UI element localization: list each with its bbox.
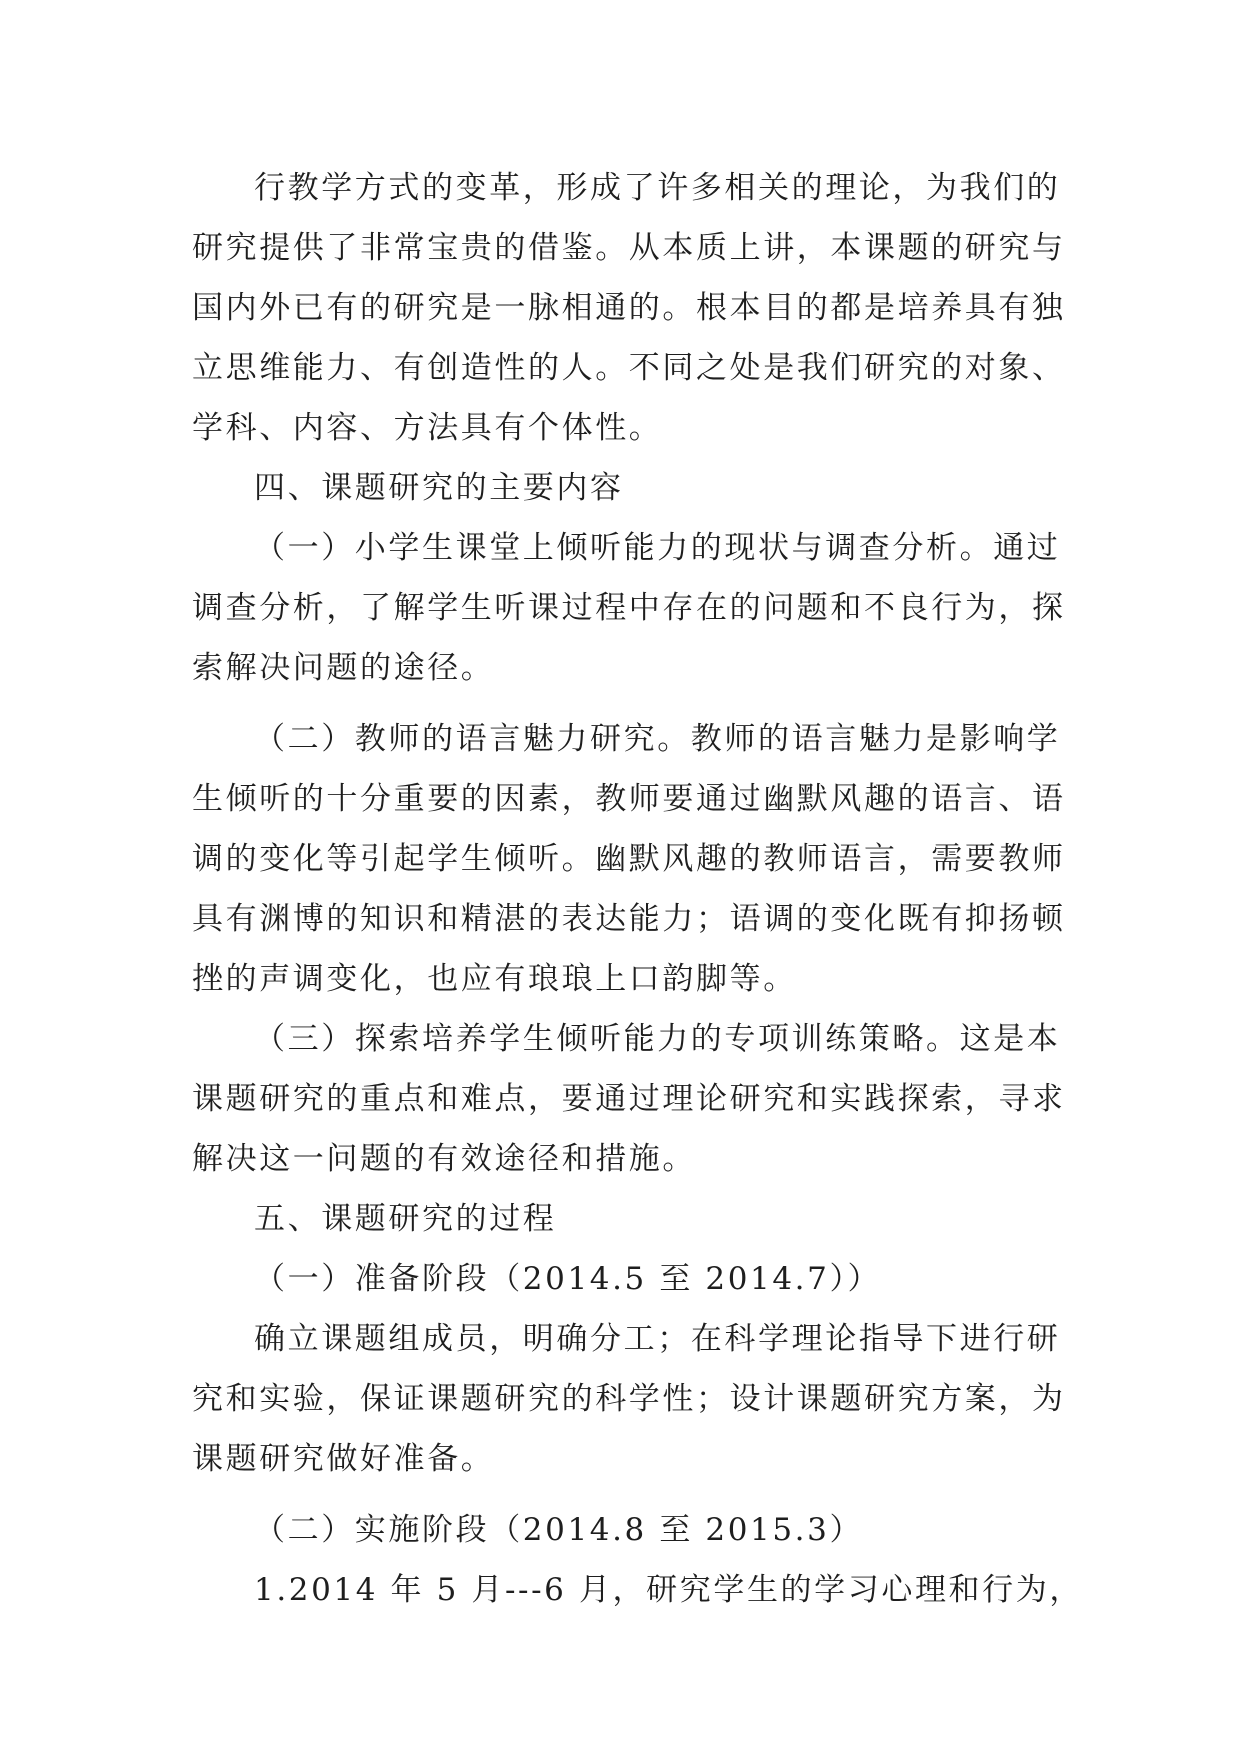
- section-heading: [192, 458, 1092, 518]
- text-line: 行教学方式的变革，形成了许多相关的理论，为我们的: [254, 170, 1061, 206]
- text-line: 课题研究做好准备。: [192, 1441, 495, 1477]
- text-line: 具有渊博的知识和精湛的表达能力；语调的变化既有抑扬顿: [192, 901, 1066, 937]
- paragraph: [192, 1009, 1092, 1189]
- text-line: （二）教师的语言魅力研究。教师的语言魅力是影响学: [254, 721, 1061, 757]
- text-line: 生倾听的十分重要的因素，教师要通过幽默风趣的语言、语: [192, 781, 1066, 817]
- heading-text: 四、课题研究的主要内容: [254, 470, 624, 506]
- text-line: 解决这一问题的有效途径和措施。: [192, 1141, 696, 1177]
- paragraph: [192, 1309, 1092, 1489]
- paragraph: [192, 1560, 1092, 1620]
- text-line: （一）小学生课堂上倾听能力的现状与调查分析。通过: [254, 530, 1061, 566]
- paragraph: [192, 158, 1092, 458]
- text-line: 调的变化等引起学生倾听。幽默风趣的教师语言，需要教师: [192, 841, 1066, 877]
- subsection-heading: [192, 1500, 1092, 1560]
- text-line: 国内外已有的研究是一脉相通的。根本目的都是培养具有独: [192, 290, 1066, 326]
- text-line: 索解决问题的途径。: [192, 650, 495, 686]
- heading-text: （一）准备阶段（2014.5 至 2014.7））: [254, 1261, 882, 1297]
- section-heading: [192, 1189, 1092, 1249]
- subsection-heading: [192, 1249, 1092, 1309]
- paragraph: [192, 518, 1092, 698]
- paragraph: [192, 709, 1092, 1009]
- text-line: （三）探索培养学生倾听能力的专项训练策略。这是本: [254, 1021, 1061, 1057]
- heading-text: 五、课题研究的过程: [254, 1201, 557, 1237]
- text-line: 调查分析，了解学生听课过程中存在的问题和不良行为，探: [192, 590, 1066, 626]
- text-line: 确立课题组成员，明确分工；在科学理论指导下进行研: [254, 1321, 1061, 1357]
- document-body: [192, 158, 1092, 1620]
- text-line: 学科、内容、方法具有个体性。: [192, 410, 663, 446]
- heading-text: （二）实施阶段（2014.8 至 2015.3）: [254, 1512, 864, 1548]
- text-line: 究和实验，保证课题研究的科学性；设计课题研究方案，为: [192, 1381, 1066, 1417]
- text-line: 1.2014 年 5 月---6 月，研究学生的学习心理和行为，: [254, 1572, 1083, 1608]
- text-line: 研究提供了非常宝贵的借鉴。从本质上讲，本课题的研究与: [192, 230, 1066, 266]
- text-line: 立思维能力、有创造性的人。不同之处是我们研究的对象、: [192, 350, 1066, 386]
- text-line: 挫的声调变化，也应有琅琅上口韵脚等。: [192, 961, 797, 997]
- text-line: 课题研究的重点和难点，要通过理论研究和实践探索，寻求: [192, 1081, 1066, 1117]
